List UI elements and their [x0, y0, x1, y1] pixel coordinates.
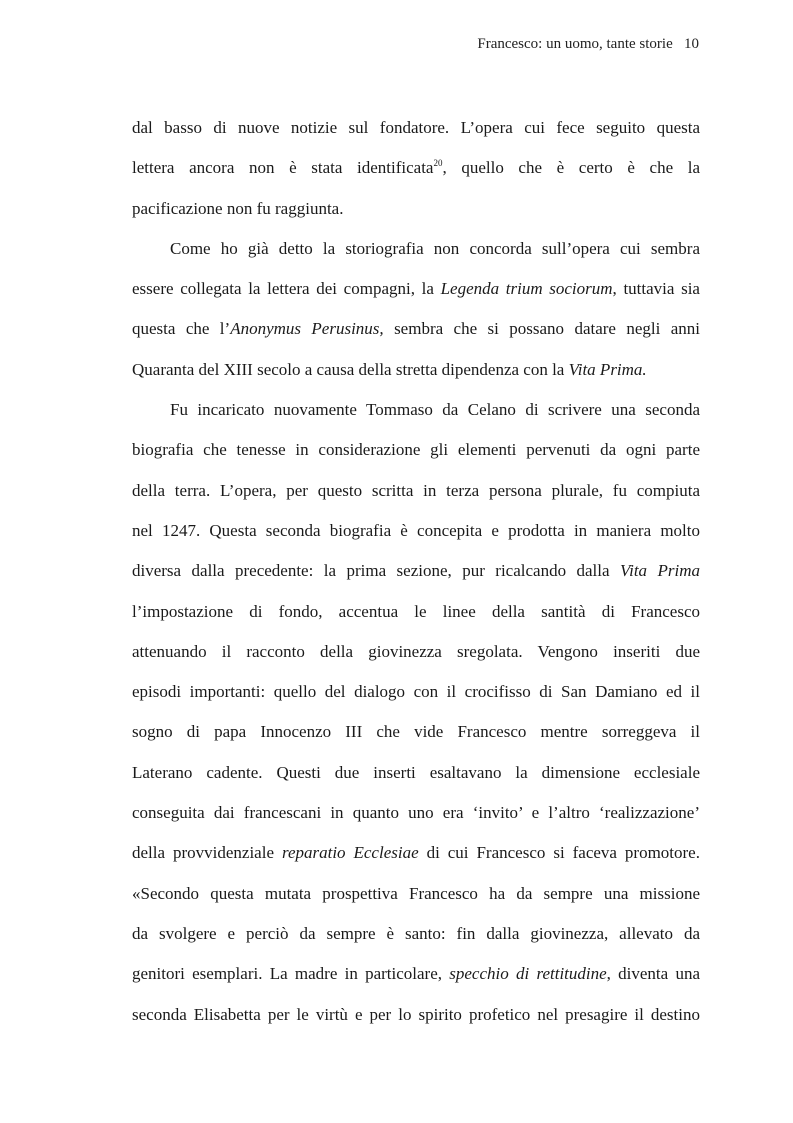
- text-line: conseguita dai francescani in quanto uno era ‘invito’ e l’altro ‘realizzazione’: [132, 803, 700, 823]
- text-line: Quaranta del XIII secolo a causa della stretta dipendenza con la Vita Prima.: [132, 359, 647, 379]
- text-line: seconda Elisabetta per le virtù e per lo spirito profetico nel presagire il destino: [132, 1004, 700, 1024]
- running-title: Francesco: un uomo, tante storie: [477, 36, 673, 52]
- text-line: attenuando il racconto della giovinezza sregolata. Vengono inseriti due: [132, 641, 700, 661]
- paragraph: [132, 390, 700, 1035]
- text-line: sogno di papa Innocenzo III che vide Francesco mentre sorreggeva il: [132, 722, 700, 742]
- page-number: 10: [684, 36, 699, 52]
- text-line: Come ho già detto la storiografia non concorda sull’opera cui sembra: [170, 238, 700, 258]
- paragraph: [132, 229, 700, 390]
- text-line: episodi importanti: quello del dialogo con il crocifisso di San Damiano ed il: [132, 682, 700, 702]
- text-line: diversa dalla precedente: la prima sezione, pur ricalcando dalla Vita Prima: [132, 561, 700, 581]
- footnote-reference: 20: [433, 158, 443, 169]
- running-header: [477, 36, 699, 53]
- paragraph: [132, 108, 700, 229]
- text-line: essere collegata la lettera dei compagni, la Legenda trium sociorum, tuttavia sia: [132, 279, 700, 299]
- text-line: dal basso di nuove notizie sul fondatore. L’opera cui fece seguito questa: [132, 118, 700, 137]
- text-line: da svolgere e perciò da sempre è santo: fin dalla giovinezza, allevato da: [132, 923, 700, 943]
- document-body: [132, 108, 700, 1035]
- text-line: biografia che tenesse in considerazione gli elementi pervenuti da ogni parte: [132, 440, 700, 460]
- text-line: pacificazione non fu raggiunta.: [132, 198, 344, 218]
- text-line: Fu incaricato nuovamente Tommaso da Celano di scrivere una seconda: [170, 400, 700, 420]
- text-line: lettera ancora non è stata identificata$^{20}$, quello che è certo è che la: [132, 158, 700, 178]
- text-line: nel 1247. Questa seconda biografia è concepita e prodotta in maniera molto: [132, 520, 700, 540]
- text-line: «Secondo questa mutata prospettiva Francesco ha da sempre una missione: [132, 883, 700, 903]
- text-line: genitori esemplari. La madre in particolare, specchio di rettitudine, diventa una: [132, 964, 700, 984]
- text-line: della terra. L’opera, per questo scritta in terza persona plurale, fu compiuta: [132, 480, 700, 500]
- text-line: l’impostazione di fondo, accentua le linee della santità di Francesco: [132, 601, 700, 621]
- text-line: Laterano cadente. Questi due inserti esaltavano la dimensione ecclesiale: [132, 762, 700, 782]
- text-line: della provvidenziale reparatio Ecclesiae di cui Francesco si faceva promotore.: [132, 843, 700, 863]
- text-line: questa che l’Anonymus Perusinus, sembra che si possano datare negli anni: [132, 319, 701, 339]
